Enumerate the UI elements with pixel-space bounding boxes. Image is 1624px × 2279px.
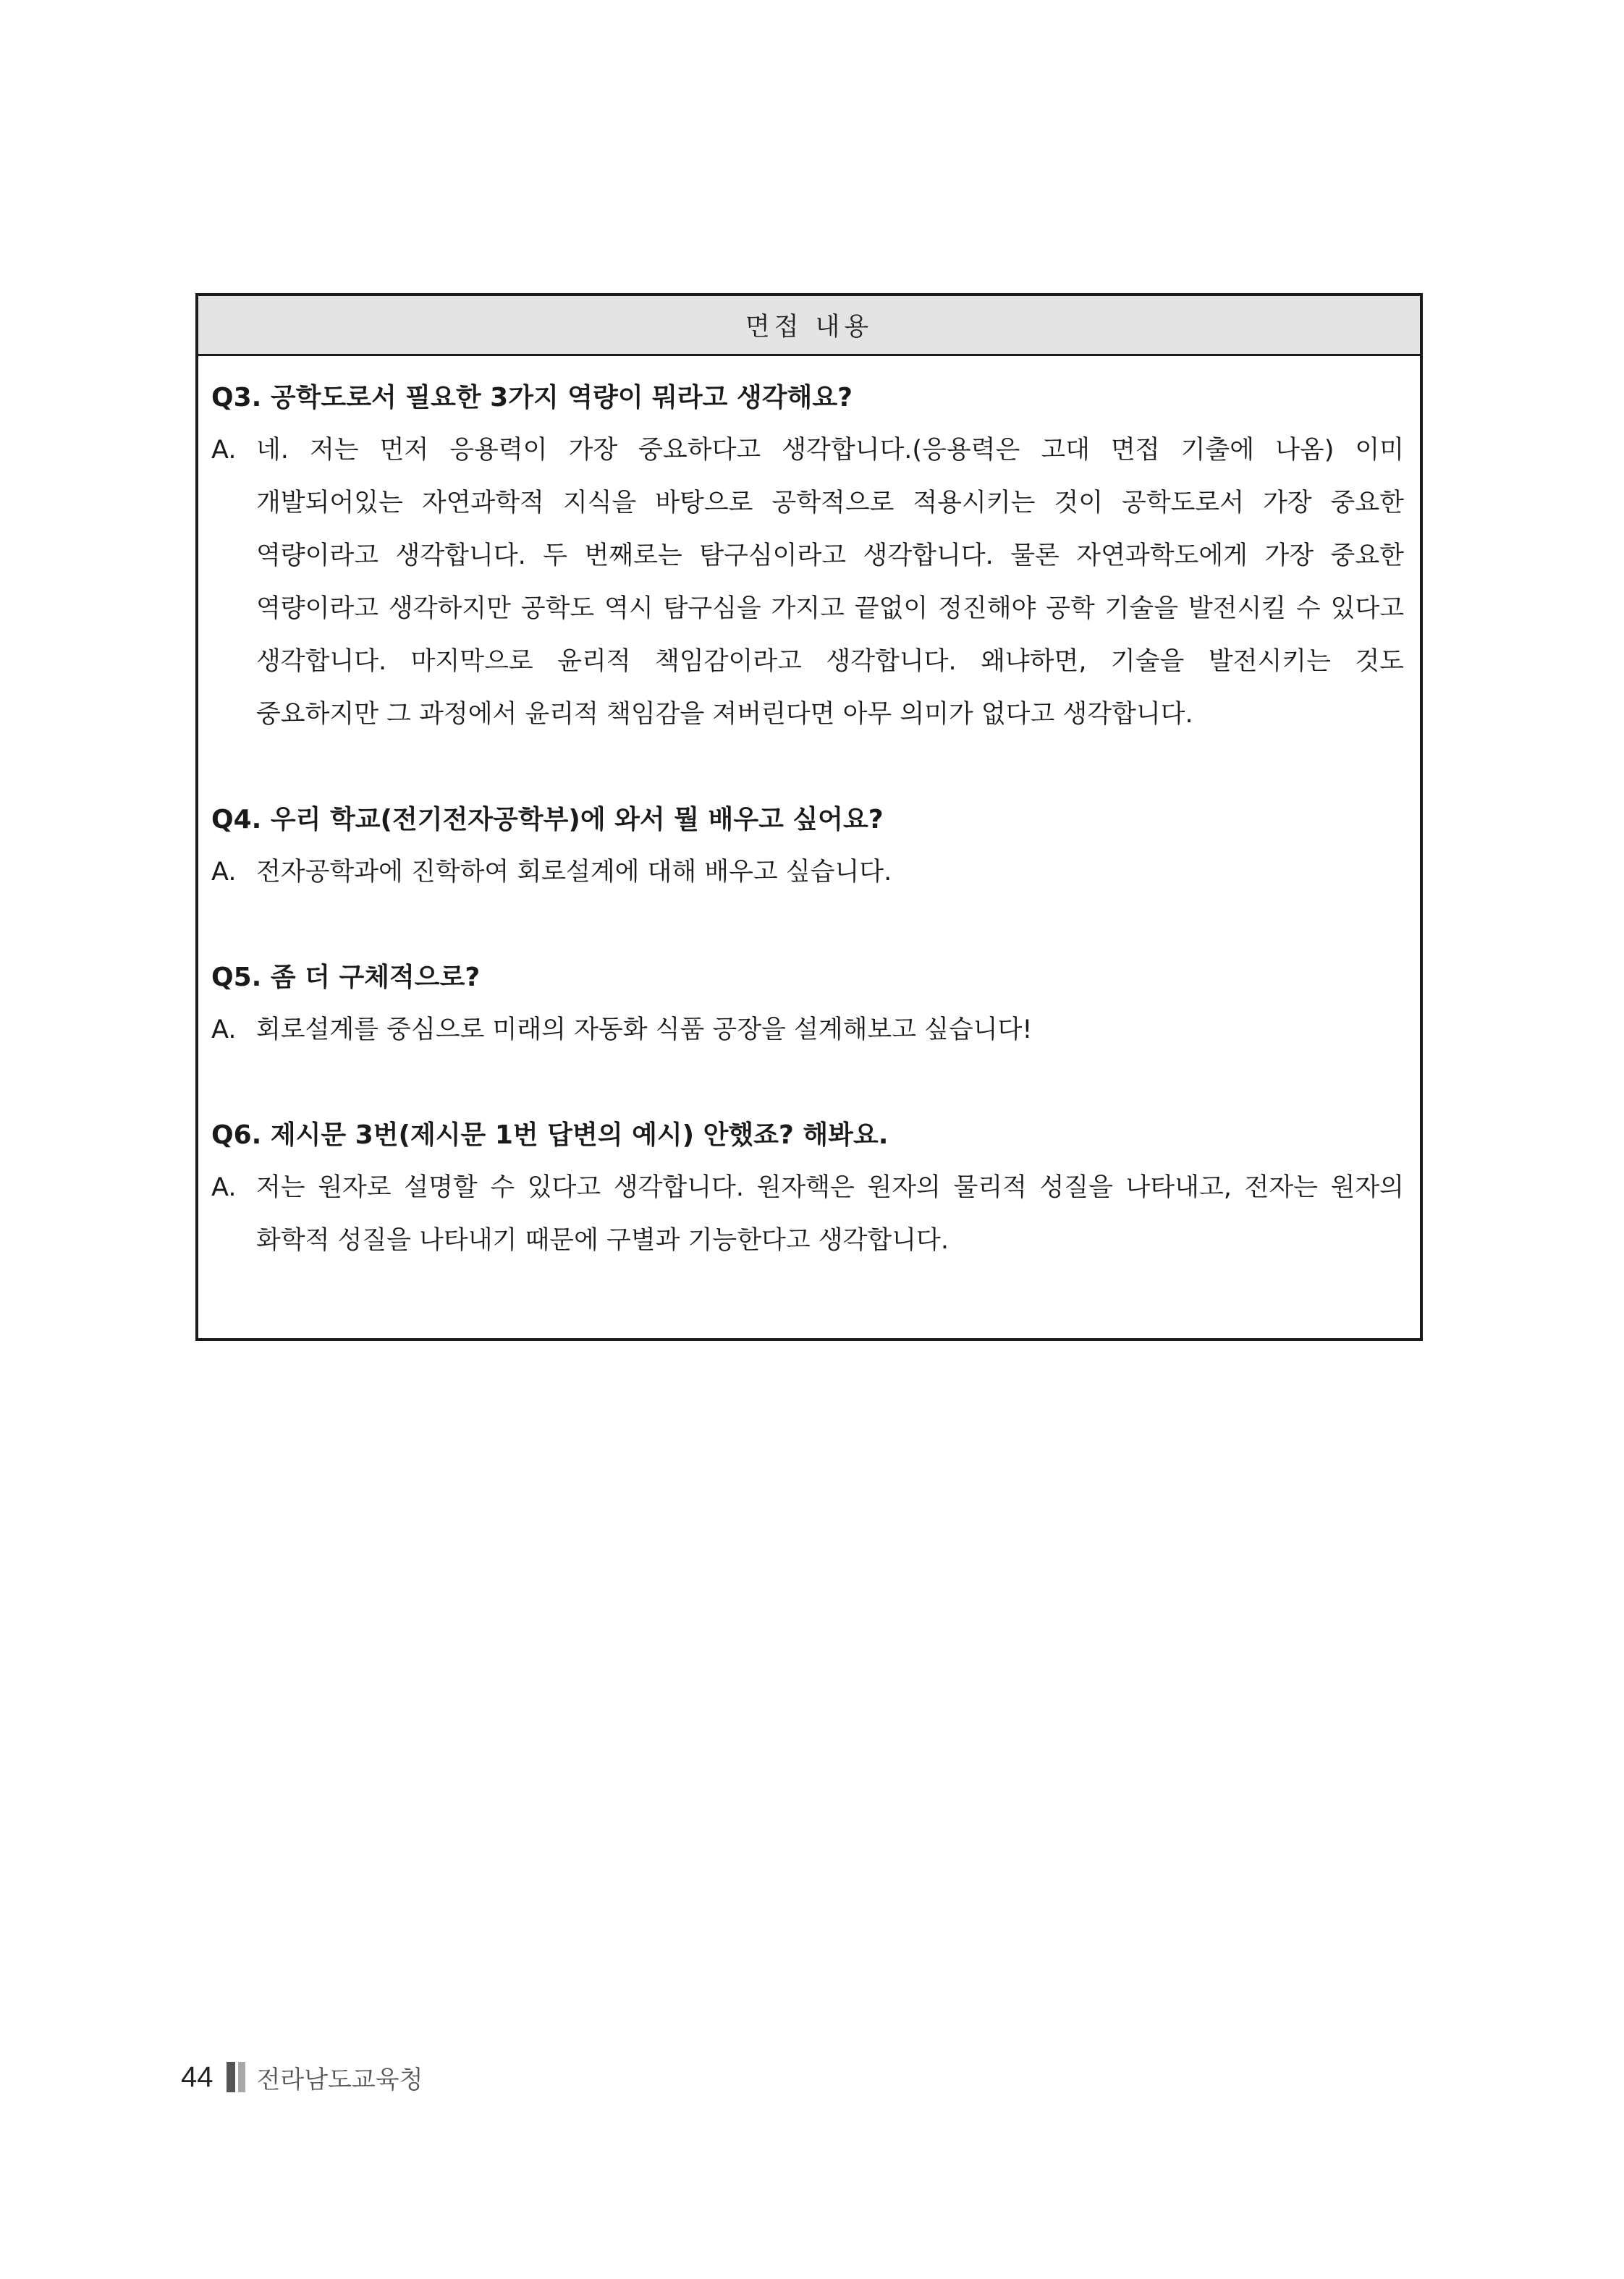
answer-marker: A. [211, 1173, 237, 1202]
answer-marker: A. [211, 1015, 237, 1044]
question-text: Q6. 제시문 3번(제시문 1번 답변의 예시) 안했죠? 해봐요. [211, 1120, 889, 1150]
question-text: Q3. 공학도로서 필요한 3가지 역량이 뭐라고 생각해요? [211, 383, 853, 413]
answer-block [211, 424, 1407, 741]
answer-block [211, 846, 1407, 899]
qa-item-q5 [211, 952, 1407, 1057]
answer-text: 저는 원자로 설명할 수 있다고 생각합니다. 원자핵은 원자의 물리적 성질을 나타내고, 전자는 원자의 화학적 성질을 나타내기 때문에 구별과 기능한다고 생각합니다. [256, 1173, 1404, 1255]
publisher-name: 전라남도교육청 [256, 2065, 423, 2094]
answer-marker: A. [211, 858, 237, 887]
answer-text: 전자공학과에 진학하여 회로설계에 대해 배우고 싶습니다. [256, 858, 892, 887]
question-text: Q5. 좀 더 구체적으로? [211, 963, 481, 992]
box-body [198, 356, 1420, 1267]
qa-item-q6 [211, 1109, 1407, 1267]
box-header: 면접 내용 [198, 296, 1420, 356]
qa-item-q3 [211, 372, 1407, 741]
question-text: Q4. 우리 학교(전기전자공학부)에 와서 뭘 배우고 싶어요? [211, 805, 884, 834]
answer-text: 회로설계를 중심으로 미래의 자동화 식품 공장을 설계해보고 싶습니다! [256, 1015, 1033, 1044]
answer-text: 네. 저는 먼저 응용력이 가장 중요하다고 생각합니다.(응용력은 고대 면접 기출에 나옴) 이미 개발되어있는 자연과학적 지식을 바탕으로 공학적으로 적용시키는 것이 공학도로서 가장 중요한 역량이라고 생각합니다. 두 번째로는 탐구심이라고 생각합니다. 물론 자연과학도에게 가장 중요한 역량이라고 생각하지만 공학도 역시 탐구심을 가지고 끝없이 정진해야 공학 기술을 발전시킬 수 있다고 생각합니다. 마지막으로 윤리적 책임감이라고 생각합니다. 왜냐하면, 기술을 발전시키는 것도 중요하지만 그 과정에서 윤리적 책임감을 져버린다면 아무 의미가 없다고 생각합니다. [256, 436, 1404, 729]
footer-bar-icon [227, 2062, 245, 2092]
qa-item-q4 [211, 794, 1407, 899]
answer-block [211, 1162, 1407, 1267]
answer-block [211, 1004, 1407, 1057]
page-number: 44 [181, 2060, 213, 2093]
answer-marker: A. [211, 436, 237, 465]
interview-content-box [195, 293, 1423, 1341]
page-footer [181, 2057, 423, 2097]
